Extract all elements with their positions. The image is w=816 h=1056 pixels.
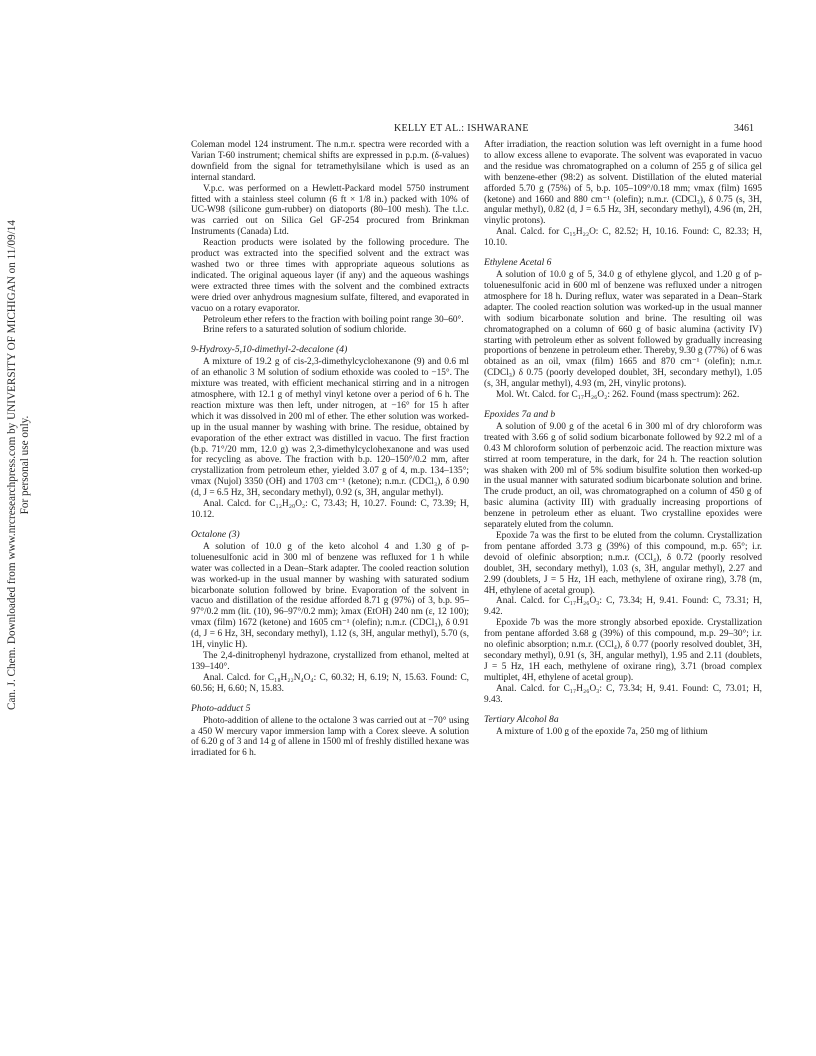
paragraph-epoxides: A solution of 9.00 g of the acetal 6 in 300 ml of dry chloroform was treated with 3.66 g of solid sodium bicarbonate followed by 92.2 ml of a 0.43 M chloroform solution of perbenzoic acid. The reaction mixture was stirred at room temperature, in the dark, for 24 h. The reaction solution was shaken with 200 ml of 5% sodium bisulfite solution then worked-up in the usual manner with saturated sodium bicarbonate solution and brine. The crude product, an oil, was chromatographed on a column of 450 g of basic alumina (activity III) with gradually increasing proportions of benzene in petroleum ether as eluant. Two crystalline epoxides were separately eluted from the column.	[484, 421, 762, 531]
paragraph-brine: Brine refers to a saturated solution of sodium chloride.	[203, 325, 407, 336]
right-column	[484, 140, 762, 737]
paragraph-epoxide-7a-analysis: Anal. Calcd. for C₁₇H₂₆O₃: C, 73.34; H, 9.41. Found: C, 73.31; H, 9.42.	[484, 596, 762, 618]
heading-tertiary-alcohol: Tertiary Alcohol 8a	[484, 713, 559, 725]
paragraph-irradiation: After irradiation, the reaction solution was left overnight in a fume hood to allow excess allene to evaporate. The solvent was evaporated in vacuo and the residue was chromatographed on a column of 255 g of silica gel with benzene-ether (98:2) as solvent. Distillation of the eluted material afforded 5.70 g (75%) of 5, b.p. 105–109°/0.18 mm; νmax (film) 1695 (ketone) and 1660 and 880 cm⁻¹ (olefin); n.m.r. (CDCl₃), δ 0.75 (s, 3H, angular methyl), 0.82 (d, J = 6.5 Hz, 3H, secondary methyl), 4.96 (m, 2H, vinylic protons).	[484, 140, 762, 227]
heading-epoxides: Epoxides 7a and b	[484, 408, 556, 420]
paragraph-epoxide-7b-analysis: Anal. Calcd. for C₁₇H₂₆O₃: C, 73.34; H, 9.41. Found: C, 73.01; H, 9.43.	[484, 683, 762, 705]
paragraph-epoxide-7a: Epoxide 7a was the first to be eluted from the column. Crystallization from pentane afforded 3.73 g (39%) of this compound, m.p. 65°; i.r. devoid of olefinic absorption; n.m.r. (CCl₄), δ 0.72 (poorly resolved doublet, 3H, secondary methyl), 1.03 (s, 3H, angular methyl), 2.27 and 2.99 (doublets, J = 5 Hz, 1H each, methylene of oxirane ring), 3.78 (m, 4H, ethylene of acetal group).	[484, 531, 762, 596]
left-column	[191, 140, 469, 759]
paragraph-octalone: A solution of 10.0 g of the keto alcohol 4 and 1.30 g of p-toluenesulfonic acid in 300 ml of benzene was refluxed for 1 h while water was collected in a Dean–Stark adapter. The cooled reaction solution was worked-up in the usual manner by washing with saturated sodium bicarbonate solution followed by brine. Evaporation of the solvent in vacuo and distillation of the residue afforded 8.71 g (97%) of 3, b.p. 95–97°/0.2 mm (lit. (10), 96–97°/0.2 mm); λmax (EtOH) 240 nm (ε, 12 100); νmax (film) 1672 (ketone) and 1605 cm⁻¹ (olefin); n.m.r. (CDCl₃), δ 0.91 (d, J = 6 Hz, 3H, secondary methyl), 1.12 (s, 3H, angular methyl), 5.70 (s, 1H, vinylic H).	[191, 541, 469, 651]
paragraph-tertiary-alcohol: A mixture of 1.00 g of the epoxide 7a, 250 mg of lithium	[496, 726, 708, 737]
page-number: 3461	[734, 123, 754, 134]
heading-photo-adduct: Photo-adduct 5	[191, 702, 251, 714]
heading-octalone: Octalone (3)	[191, 528, 240, 540]
paragraph-vpc: V.p.c. was performed on a Hewlett-Packard model 5750 instrument fitted with a stainless steel column (6 ft × 1/8 in.) packed with 10% of UC-W98 (silicone gum-rubber) on diatoports (80–100 mesh). The t.l.c. was carried out on Silica Gel GF-254 procured from Brinkman Instruments (Canada) Ltd.	[191, 183, 469, 238]
watermark-line-1: Can. J. Chem. Downloaded from www.nrcresearchpress.com by UNIVERSITY OF MICHIGAN on 11/09/14	[6, 220, 18, 710]
paragraph-dnp: The 2,4-dinitrophenyl hydrazone, crystallized from ethanol, melted at 139–140°.	[191, 650, 469, 672]
paragraph-photo-adduct: Photo-addition of allene to the octalone 3 was carried out at −70° using a 450 W mercury vapor immersion lamp with a Corex sleeve. A solution of 6.20 g of 3 and 14 g of allene in 1500 ml of freshly distilled hexane was irradiated for 6 h.	[191, 715, 469, 759]
paragraph-decalone-analysis: Anal. Calcd. for C₁₂H₂₀O₂: C, 73.43; H, 10.27. Found: C, 73.39; H, 10.12.	[191, 499, 469, 520]
watermark-line-2: For personal use only.	[19, 415, 31, 515]
paragraph-irradiation-analysis: Anal. Calcd. for C₁₅H₂₂O: C, 82.52; H, 10.16. Found: C, 82.33; H, 10.10.	[484, 227, 762, 249]
paragraph-ethylene-acetal: A solution of 10.0 g of 5, 34.0 g of ethylene glycol, and 1.20 g of p-toluenesulfonic acid in 600 ml of benzene was refluxed under a nitrogen atmosphere for 18 h. During reflux, water was separated in a Dean–Stark adapter. The cooled reaction solution was worked-up in the usual manner with sodium bicarbonate solution and brine. The resulting oil was chromatographed on a column of 660 g of basic alumina (activity IV) starting with petroleum ether as solvent followed by gradually increasing proportions of benzene in petroleum ether. Thereby, 9.30 g (77%) of 6 was obtained as an oil, νmax (film) 1665 and 870 cm⁻¹ (olefin); n.m.r. (CDCl₃) δ 0.75 (poorly developed doublet, 3H, secondary methyl), 1.05 (s, 3H, angular methyl), 4.93 (m, 2H, vinylic protons).	[484, 270, 762, 390]
paragraph-epoxide-7b: Epoxide 7b was the more strongly absorbed epoxide. Crystallization from pentane afforded 3.68 g (39%) of this compound, m.p. 29–30°; i.r. no olefinic absorption; n.m.r. (CCl₄), δ 0.77 (poorly resolved doublet, 3H, secondary methyl), 0.91 (s, 3H, angular methyl), 1.95 and 2.11 (doublets, J = 5 Hz, 1H each, methylene of oxirane ring), 3.71 (broad complex multiplet, 4H, ethylene of acetal group).	[484, 618, 762, 683]
paragraph-petroleum-ether: Petroleum ether refers to the fraction with boiling point range 30–60°.	[203, 314, 464, 325]
paragraph-decalone: A mixture of 19.2 g of cis-2,3-dimethylcyclohexanone (9) and 0.6 ml of an ethanolic 3 M solution of sodium ethoxide was cooled to −15°. The mixture was treated, with efficient mechanical stirring and in a nitrogen atmosphere, with 12.1 g of methyl vinyl ketone over a period of 6 h. The reaction mixture was then left, under nitrogen, at −16° for 15 h after which it was dissolved in 200 ml of ether. The ether solution was worked-up in the usual manner by washing with brine. The residue, obtained by evaporation of the ether extract was distilled in vacuo. The first fraction (b.p. 71°/20 mm, 12.0 g) was 2,3-dimethylcyclohexanone and was used for recycling as above. The fraction with b.p. 120–150°/0.2 mm, after crystallization from petroleum ether, yielded 3.07 g of 4, m.p. 134–135°; νmax (Nujol) 3350 (OH) and 1703 cm⁻¹ (ketone); n.m.r. (CDCl₃), δ 0.90 (d, J = 6.5 Hz, 3H, secondary methyl), 0.92 (s, 3H, angular methyl).	[191, 357, 469, 499]
paragraph-instruments: Coleman model 124 instrument. The n.m.r. spectra were recorded with a Varian T-60 instrument; chemical shifts are expressed in p.p.m. (δ-values) downfield from the signal for tetramethylsilane which is used as an internal standard.	[191, 140, 469, 183]
paragraph-isolation: Reaction products were isolated by the following procedure. The product was extracted into the specified solvent and the extract was washed two or three times with appropriate aqueous solutions as indicated. The original aqueous layer (if any) and the aqueous washings were extracted three times with the solvent and the combined extracts were dried over anhydrous magnesium sulfate, filtered, and evaporated in vacuo on a rotary evaporator.	[191, 238, 469, 314]
heading-decalone: 9-Hydroxy-5,10-dimethyl-2-decalone (4)	[191, 344, 348, 356]
heading-ethylene-acetal: Ethylene Acetal 6	[484, 257, 552, 269]
paragraph-molecular-weight: Mol. Wt. Calcd. for C₁₇H₂₆O₂: 262. Found (mass spectrum): 262.	[496, 390, 740, 401]
download-watermark	[6, 0, 32, 930]
running-header: KELLY ET AL.: ISHWARANE	[394, 123, 529, 134]
paragraph-octalone-analysis: Anal. Calcd. for C₁₈H₂₂N₄O₄: C, 60.32; H, 6.19; N, 15.63. Found: C, 60.56; H, 6.60; N, 15.83.	[191, 672, 469, 694]
